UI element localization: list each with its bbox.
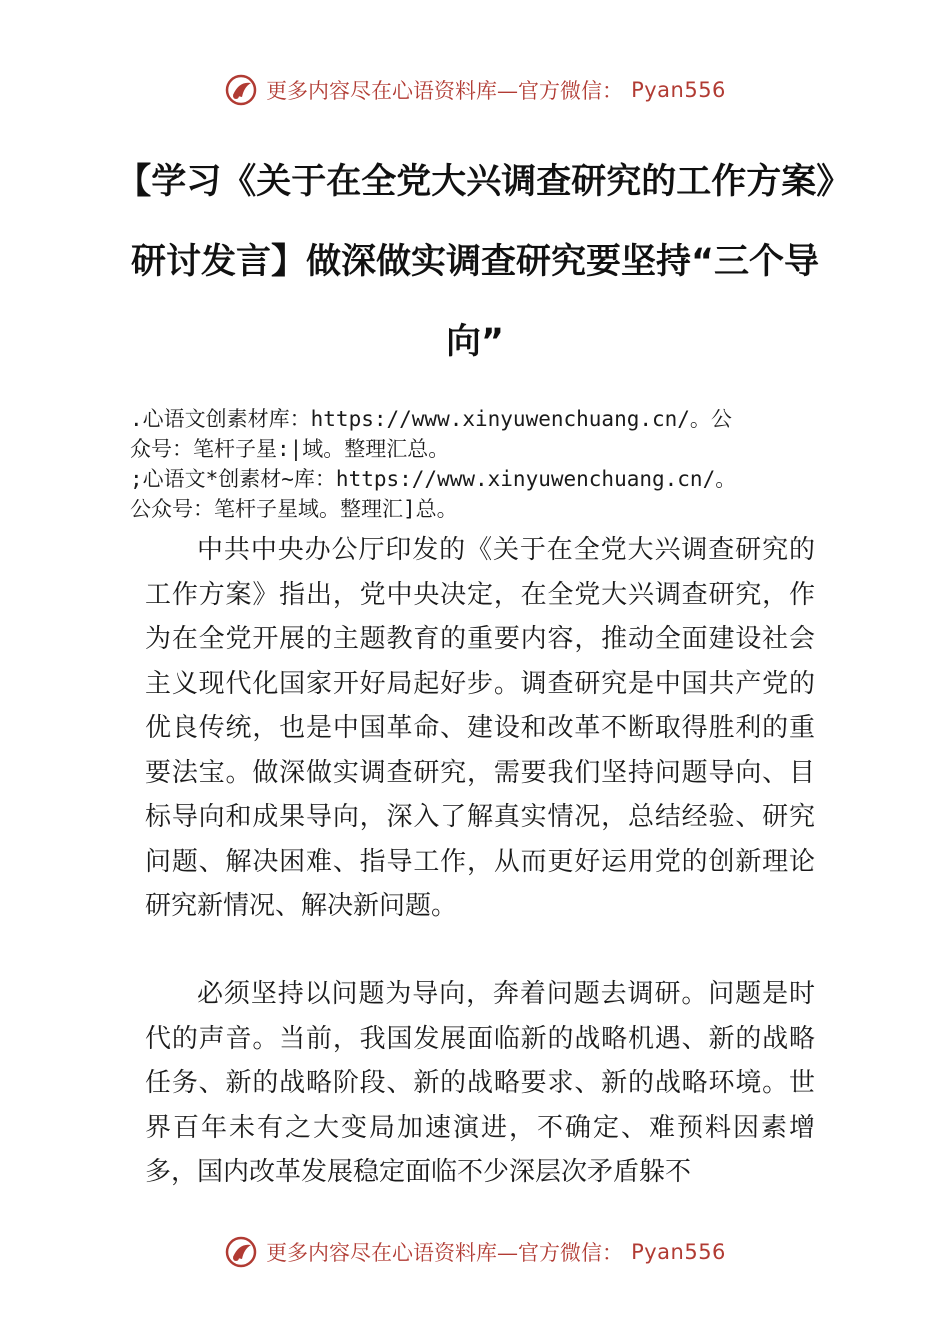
body-paragraph: 必须坚持以问题为导向，奔着问题去调研。问题是时代的声音。当前，我国发展面临新的战略机遇、新的战略任务、新的战略阶段、新的战略要求、新的战略环境。世界百年未有之大变局加速演进，不确定、难预料因素增多，国内改革发展稳定面临不少深层次矛盾躲不 xyxy=(145,979,815,1187)
brand-logo-icon xyxy=(224,73,258,107)
body-paragraph: 中共中央办公厅印发的《关于在全党大兴调查研究的工作方案》指出，党中央决定，在全党大兴调查研究，作为在全党开展的主题教育的重要内容，推动全面建设社会主义现代化国家开好局起好步。调查研究是中国共产党的优良传统，也是中国革命、建设和改革不断取得胜利的重要法宝。做深做实调查研究，需要我们坚持问题导向、目标导向和成果导向，深入了解真实情况，总结经验、研究问题、解决困难、指导工作，从而更好运用党的创新理论研究新情况、解决新问题。 xyxy=(145,535,815,921)
watermark-header xyxy=(0,68,950,112)
source-line: .心语文创素材库：https://www.xinyuwenchuang.cn/。公 xyxy=(130,407,732,431)
watermark-text: 更多内容尽在心语资料库—官方微信： xyxy=(266,1241,624,1265)
brand-logo-icon xyxy=(224,1235,258,1269)
watermark-text: 更多内容尽在心语资料库—官方微信： xyxy=(266,79,624,103)
source-note xyxy=(130,404,830,524)
source-line: ;心语文*创素材~库：https://www.xinyuwenchuang.cn/。 xyxy=(130,467,737,491)
source-line: 公众号：笔杆子星域。整理汇]总。 xyxy=(130,497,458,521)
watermark-wechat-id: Pyan556 xyxy=(631,78,726,102)
watermark-footer xyxy=(0,1230,950,1274)
source-line: 众号：笔杆子星:|域。整理汇总。 xyxy=(130,437,450,461)
document-title: 【学习《关于在全党大兴调查研究的工作方案》研讨发言】做深做实调查研究要坚持“三个导向” xyxy=(116,162,834,362)
watermark-wechat-id: Pyan556 xyxy=(631,1240,726,1264)
